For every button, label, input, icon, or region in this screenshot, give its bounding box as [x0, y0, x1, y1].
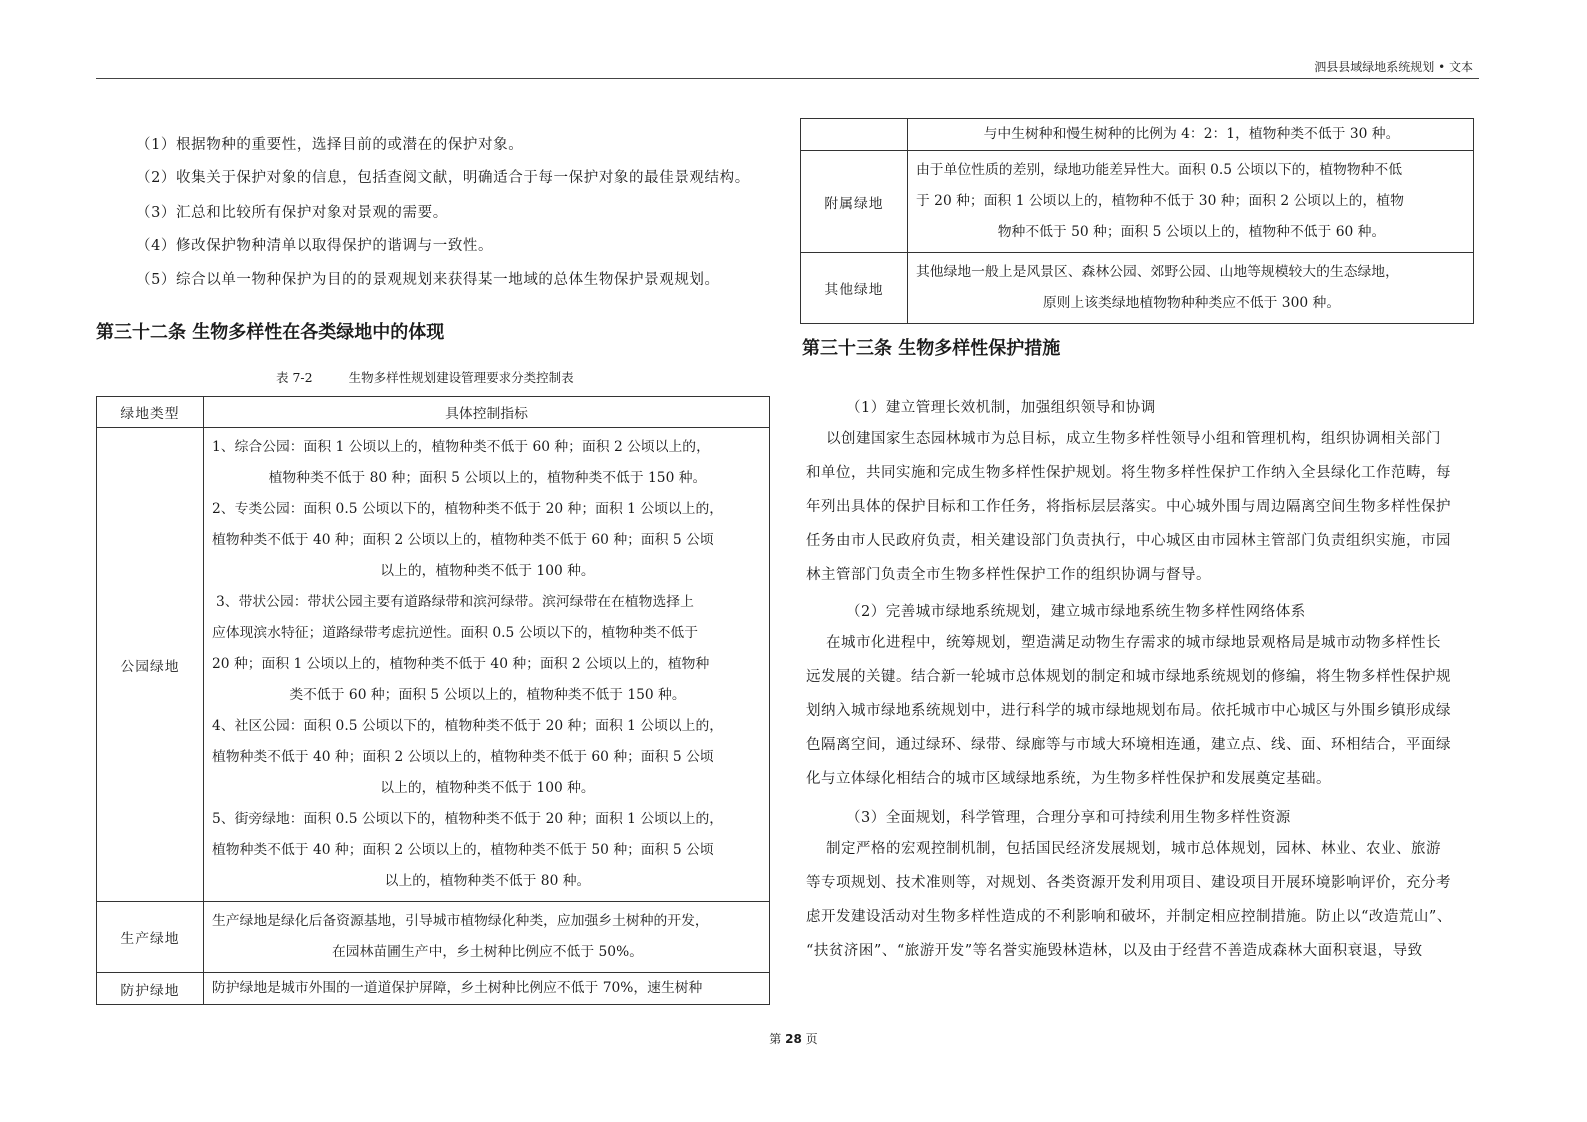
page-prefix: 第 — [769, 1032, 782, 1046]
park-green-spec — [204, 428, 770, 902]
page-number — [0, 1030, 1587, 1047]
page-number-value: 28 — [785, 1032, 802, 1046]
spec-line: 3、带状公园：带状公园主要有道路绿带和滨河绿带。滨河绿带在在植物选择上 — [216, 594, 694, 610]
table-row — [801, 253, 1474, 324]
spec-line: 应体现滨水特征；道路绿带考虑抗逆性。面积 0.5 公顷以下的，植物种类不低于 — [212, 625, 699, 641]
table-header-type: 绿地类型 — [97, 397, 204, 428]
para-line: 远发展的关键。结合新一轮城市总体规划的制定和城市绿地系统规划的修编，将生物多样性保护规 — [806, 669, 1451, 685]
attached-green-type: 附属绿地 — [801, 151, 908, 253]
protection-green-type: 防护绿地 — [97, 973, 204, 1005]
measure-1-heading: （1）建立管理长效机制，加强组织领导和协调 — [846, 400, 1156, 416]
spec-line: 植物种类不低于 40 种；面积 2 公顷以上的，植物种类不低于 50 种；面积 5 公顷 — [212, 842, 714, 858]
spec-line: 以上的，植物种类不低于 100 种。 — [380, 780, 595, 796]
spec-line: 由于单位性质的差别，绿地功能差异性大。面积 0.5 公顷以下的，植物物种不低 — [916, 162, 1403, 178]
measure-1-paragraph — [806, 422, 1476, 592]
list-item: （2）收集关于保护对象的信息，包括查阅文献，明确适合于每一保护对象的最佳景观结构。 — [136, 170, 750, 186]
para-line: 和单位，共同实施和完成生物多样性保护规划。将生物多样性保护工作纳入全县绿化工作范畴，每 — [806, 465, 1451, 481]
spec-line: 植物种类不低于 40 种；面积 2 公顷以上的，植物种类不低于 60 种；面积 5 公顷 — [212, 532, 714, 548]
para-line: 任务由市人民政府负责，相关建设部门负责执行，中心城区由市园林主管部门负责组织实施，市园 — [806, 533, 1451, 549]
para-line: 等专项规划、技术准则等，对规划、各类资源开发利用项目、建设项目开展环境影响评价，充分考 — [806, 875, 1451, 891]
spec-line: 在园林苗圃生产中，乡土树种比例应不低于 50%。 — [332, 944, 643, 960]
measure-2-paragraph — [806, 626, 1476, 796]
control-table — [96, 396, 770, 1005]
para-line: 在城市化进程中，统筹规划，塑造满足动物生存需求的城市绿地景观格局是城市动物多样性长 — [826, 635, 1441, 651]
table-header-spec: 具体控制指标 — [204, 397, 770, 428]
other-green-spec — [908, 253, 1474, 324]
table-caption-text: 生物多样性规划建设管理要求分类控制表 — [348, 370, 574, 385]
table-row — [801, 151, 1474, 253]
spec-line: 物种不低于 50 种；面积 5 公顷以上的，植物种不低于 60 种。 — [997, 224, 1386, 240]
measure-3-heading: （3）全面规划，科学管理，合理分享和可持续利用生物多样性资源 — [846, 810, 1291, 826]
spec-line: 2、专类公园：面积 0.5 公顷以下的，植物种类不低于 20 种；面积 1 公顷以上的， — [212, 501, 724, 517]
spec-line: 原则上该类绿地植物物种种类应不低于 300 种。 — [1042, 295, 1341, 311]
spec-line: 其他绿地一般上是风景区、森林公园、郊野公园、山地等规模较大的生态绿地， — [916, 264, 1399, 280]
table-header-row — [97, 397, 770, 428]
table-caption — [276, 368, 574, 386]
table-row — [801, 119, 1474, 151]
measure-2-heading: （2）完善城市绿地系统规划，建立城市绿地系统生物多样性网络体系 — [846, 604, 1306, 620]
para-line: 年列出具体的保护目标和工作任务，将指标层层落实。中心城外围与周边隔离空间生物多样性保护 — [806, 499, 1451, 515]
table-row — [97, 428, 770, 902]
para-line: 色隔离空间，通过绿环、绿带、绿廊等与市域大环境相连通，建立点、线、面、环相结合，平面绿 — [806, 737, 1451, 753]
spec-line: 5、街旁绿地：面积 0.5 公顷以下的，植物种类不低于 20 种；面积 1 公顷以上的， — [212, 811, 724, 827]
spec-line: 于 20 种；面积 1 公顷以上的，植物种不低于 30 种；面积 2 公顷以上的，植物 — [916, 193, 1404, 209]
protection-green-spec — [204, 973, 770, 1005]
other-green-type: 其他绿地 — [801, 253, 908, 324]
list-item: （4）修改保护物种清单以取得保护的谐调与一致性。 — [136, 238, 494, 254]
para-line: 制定严格的宏观控制机制，包括国民经济发展规划，城市总体规划，园林、林业、农业、旅游 — [826, 841, 1441, 857]
para-line: “扶贫济困”、“旅游开发”等名誉实施毁林造林，以及由于经营不善造成森林大面积衰退，导致 — [806, 943, 1423, 959]
spec-line: 植物种类不低于 80 种；面积 5 公顷以上的，植物种类不低于 150 种。 — [268, 470, 707, 486]
production-green-type: 生产绿地 — [97, 902, 204, 973]
production-green-spec — [204, 902, 770, 973]
para-line: 以创建国家生态园林城市为总目标，成立生物多样性领导小组和管理机构，组织协调相关部门 — [826, 431, 1441, 447]
park-green-type: 公园绿地 — [97, 428, 204, 902]
para-line: 林主管部门负责全市生物多样性保护工作的组织协调与督导。 — [806, 567, 1211, 583]
spec-line: 防护绿地是城市外围的一道道保护屏障，乡土树种比例应不低于 70%，速生树种 — [212, 980, 703, 996]
spec-line: 类不低于 60 种；面积 5 公顷以上的，植物种类不低于 150 种。 — [289, 687, 686, 703]
spec-line: 以上的，植物种类不低于 100 种。 — [380, 563, 595, 579]
page-suffix: 页 — [805, 1032, 818, 1046]
list-item: （5）综合以单一物种保护为目的的景观规划来获得某一地域的总体生物保护景观规划。 — [136, 272, 720, 288]
para-line: 划纳入城市绿地系统规划中，进行科学的城市绿地规划布局。依托城市中心城区与外围乡镇形成绿 — [806, 703, 1451, 719]
spec-line: 1、综合公园：面积 1 公顷以上的，植物种类不低于 60 种；面积 2 公顷以上的， — [212, 439, 710, 455]
table-row — [97, 973, 770, 1005]
spec-line: 4、社区公园：面积 0.5 公顷以下的，植物种类不低于 20 种；面积 1 公顷以上的， — [212, 718, 724, 734]
control-table-continued — [800, 118, 1474, 324]
para-line: 化与立体绿化相结合的城市区域绿地系统，为生物多样性保护和发展奠定基础。 — [806, 771, 1331, 787]
protection-green-spec-cont — [908, 119, 1474, 151]
article-33-title: 第三十三条 生物多样性保护措施 — [802, 338, 1061, 359]
empty-type-cell — [801, 119, 908, 151]
attached-green-spec — [908, 151, 1474, 253]
para-line: 虑开发建设活动对生物多样性造成的不利影响和破坏，并制定相应控制措施。防止以“改造荒山”、 — [806, 909, 1452, 925]
table-caption-number: 表 7-2 — [276, 370, 313, 385]
spec-line: 20 种；面积 1 公顷以上的，植物种类不低于 40 种；面积 2 公顷以上的，植物种 — [212, 656, 710, 672]
list-item: （3）汇总和比较所有保护对象对景观的需要。 — [136, 205, 448, 221]
document-header-title: 泗县县域绿地系统规划 • 文本 — [1314, 60, 1473, 74]
measure-3-paragraph — [806, 832, 1476, 968]
list-item: （1）根据物种的重要性，选择目前的或潜在的保护对象。 — [136, 137, 524, 153]
header-divider — [96, 78, 1479, 79]
spec-line: 与中生树种和慢生树种的比例为 4：2：1，植物种类不低于 30 种。 — [983, 126, 1400, 142]
table-row — [97, 902, 770, 973]
article-32-title: 第三十二条 生物多样性在各类绿地中的体现 — [96, 322, 445, 343]
spec-line: 植物种类不低于 40 种；面积 2 公顷以上的，植物种类不低于 60 种；面积 5 公顷 — [212, 749, 714, 765]
spec-line: 以上的，植物种类不低于 80 种。 — [384, 873, 591, 889]
spec-line: 生产绿地是绿化后备资源基地，引导城市植物绿化种类，应加强乡土树种的开发， — [212, 913, 709, 929]
